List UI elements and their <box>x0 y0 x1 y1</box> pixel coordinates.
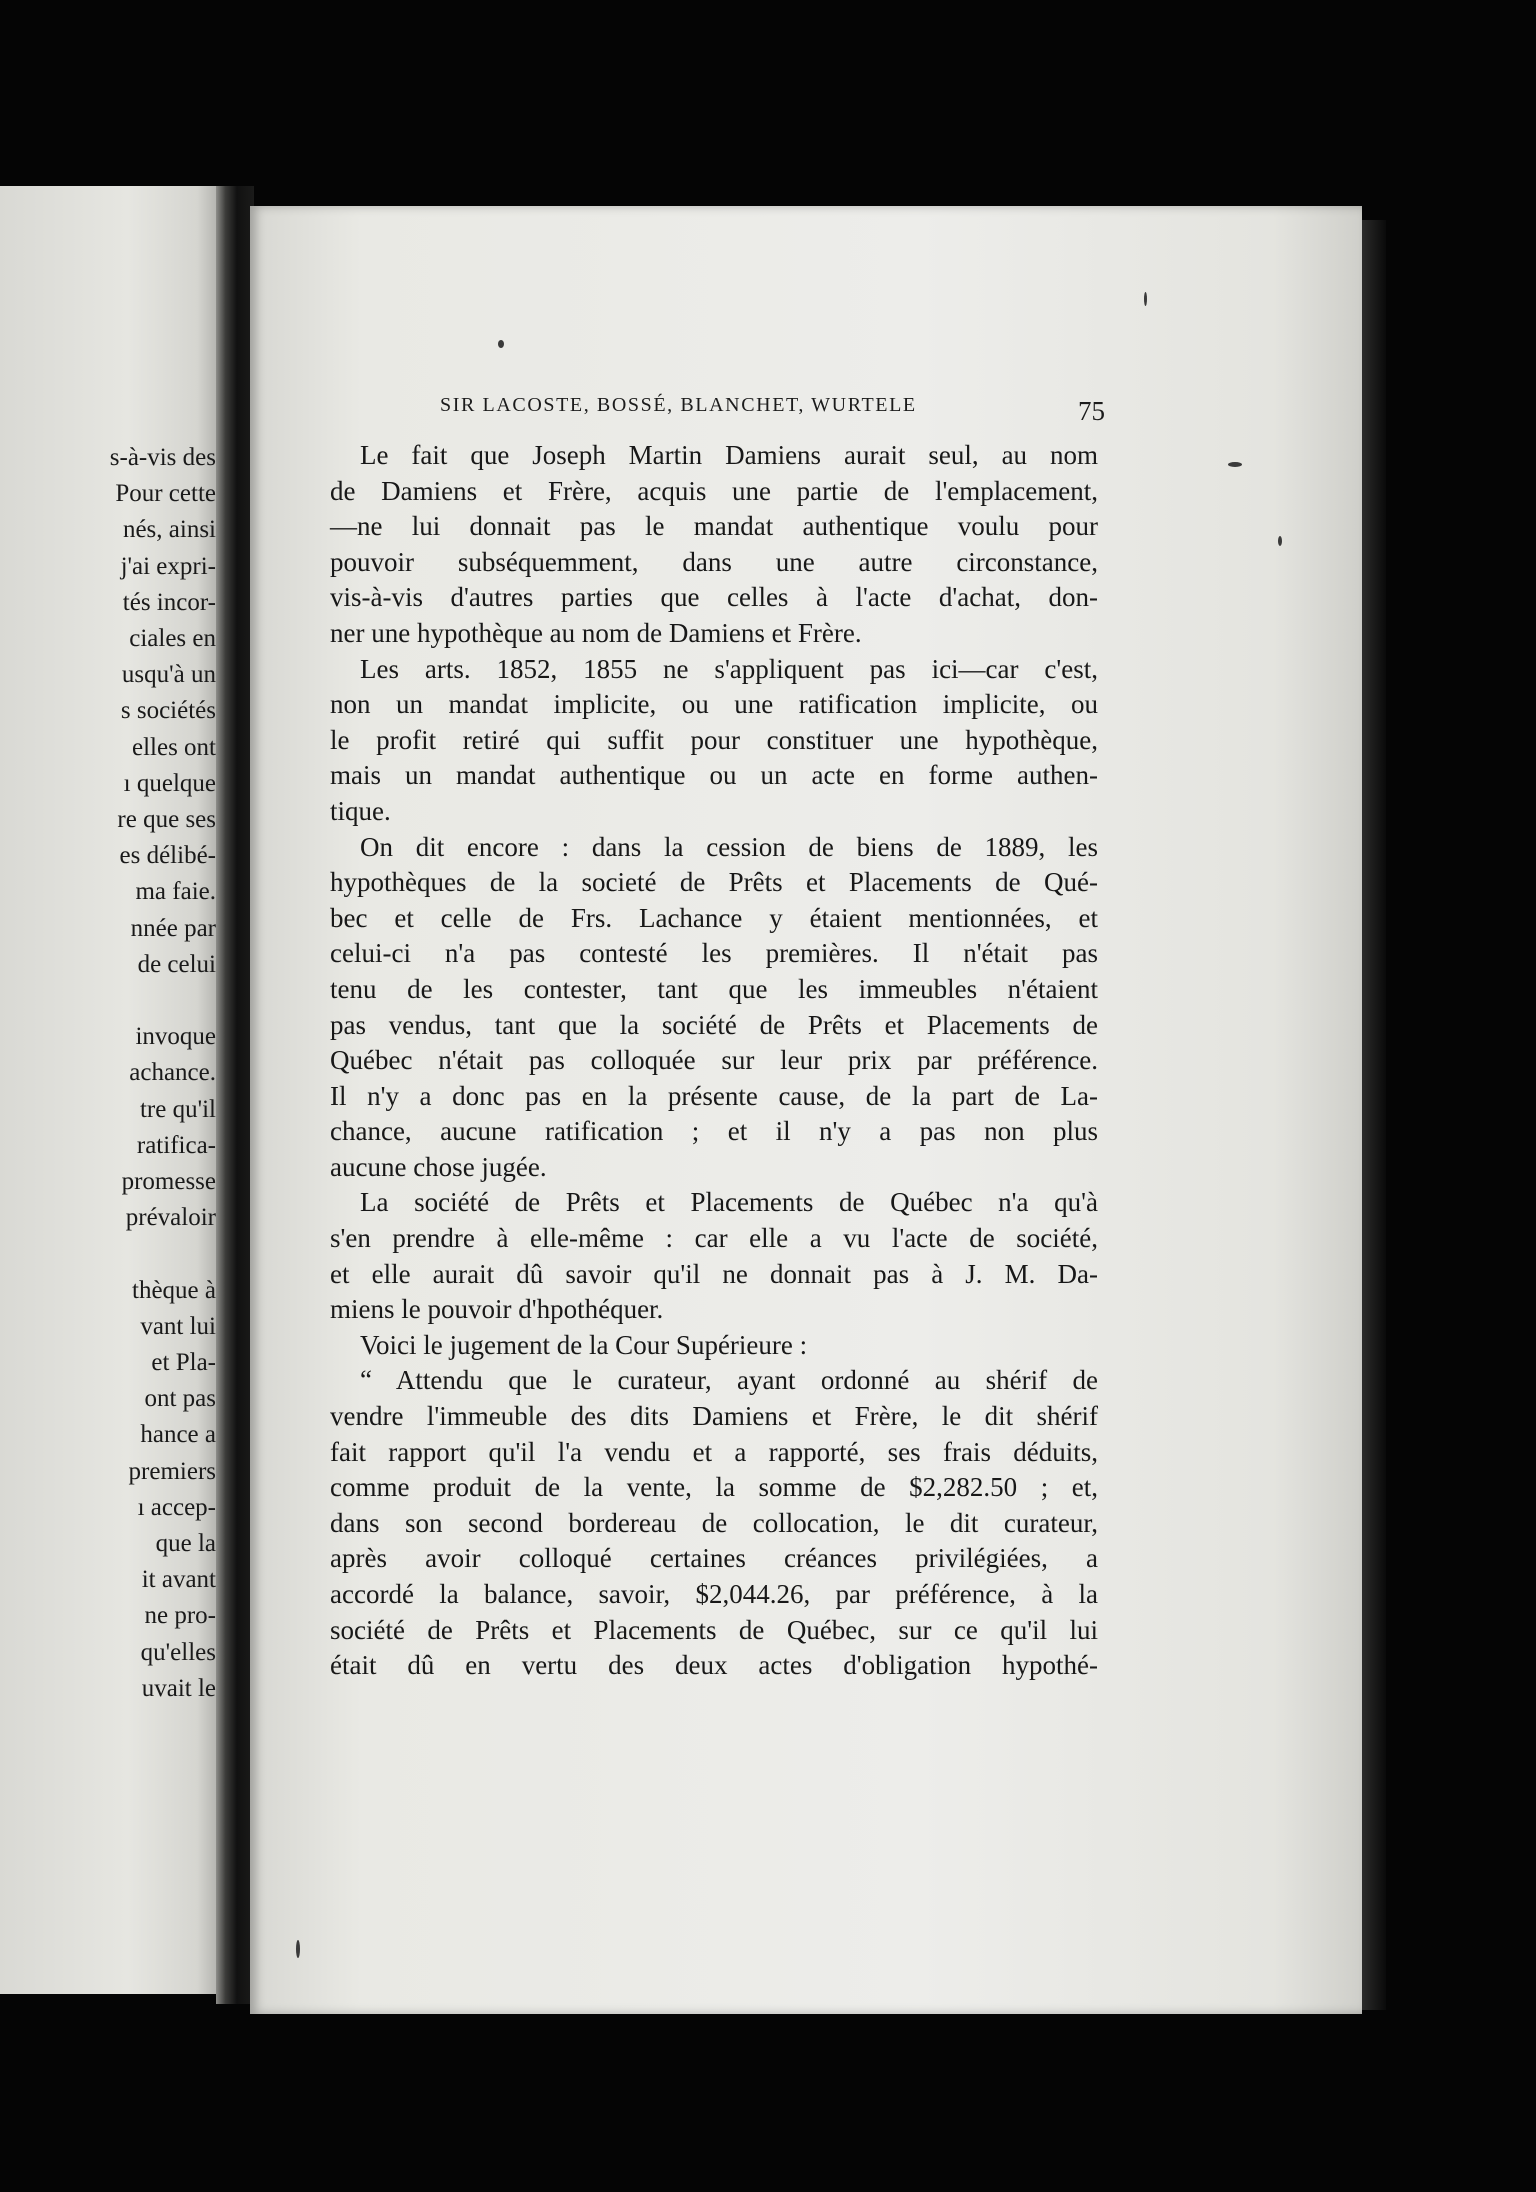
left-page-line: ciales en <box>129 625 216 652</box>
body-line: de Damiens et Frère, acquis une partie de l'emplacement, <box>330 475 1098 506</box>
left-page-line: it avant <box>141 1566 216 1594</box>
body-line: aucune chose jugée. <box>330 1151 547 1182</box>
left-page-line: promesse <box>121 1168 216 1195</box>
body-line: non un mandat implicite, ou une ratification implicite, ou <box>330 689 1098 720</box>
left-page-line: j'ai expri- <box>120 552 216 580</box>
body-line: le profit retiré qui suffit pour constituer une hypothèque, <box>330 724 1098 755</box>
scan-speck <box>1228 462 1242 467</box>
left-page-line: ı quelque <box>123 769 216 797</box>
body-line: dans son second bordereau de collocation, le dit curateur, <box>330 1507 1098 1538</box>
body-line: miens le pouvoir d'hpothéquer. <box>330 1294 664 1325</box>
scan-speck <box>498 340 504 348</box>
page-edge-shadow <box>1362 220 1386 2010</box>
body-line: “ Attendu que le curateur, ayant ordonné au shérif de <box>360 1365 1098 1396</box>
scan-speck <box>296 1940 300 1958</box>
body-line: On dit encore : dans la cession de biens de 1889, les <box>360 831 1098 862</box>
left-page-line: premiers <box>128 1457 216 1485</box>
left-page-line: usqu'à un <box>121 661 216 689</box>
left-page-line: tés incor- <box>122 588 216 616</box>
left-page-line: s sociétés <box>120 697 216 725</box>
body-line: La société de Prêts et Placements de Québec n'a qu'à <box>360 1187 1098 1218</box>
book-gutter <box>216 186 254 2004</box>
left-page-line: es délibé- <box>119 842 216 870</box>
left-page-line: prévaloir <box>125 1204 216 1232</box>
body-line: société de Prêts et Placements de Québec, sur ce qu'il lui <box>330 1614 1098 1645</box>
body-line: comme produit de la vente, la somme de $2,282.50 ; et, <box>330 1472 1098 1503</box>
left-page-line: ont pas <box>144 1385 216 1413</box>
left-page-line: nnée par <box>130 914 216 942</box>
page-number: 75 <box>1078 396 1105 426</box>
scan-speck <box>1144 292 1147 306</box>
body-line: et elle aurait dû savoir qu'il ne donnait pas à J. M. Da- <box>330 1258 1098 1289</box>
body-line: Les arts. 1852, 1855 ne s'appliquent pas ici—car c'est, <box>360 653 1098 684</box>
left-page-line: nés, ainsi <box>122 516 216 544</box>
scan-speck <box>1278 536 1282 546</box>
left-page-line: Pour cette <box>115 480 216 508</box>
left-page-line: uvait le <box>141 1674 216 1702</box>
left-page-line: vant lui <box>140 1312 216 1340</box>
body-line: —ne lui donnait pas le mandat authentique voulu pour <box>330 511 1098 542</box>
left-page-line: achance. <box>129 1059 216 1087</box>
left-page-line: que la <box>155 1530 216 1557</box>
body-line: chance, aucune ratification ; et il n'y a pas non plus <box>330 1116 1098 1147</box>
body-line: Québec n'était pas colloquée sur leur prix par préférence. <box>330 1045 1098 1076</box>
left-page-line: ratifica- <box>136 1131 216 1159</box>
body-line: celui-ci n'a pas contesté les premières. Il n'était pas <box>330 938 1098 969</box>
body-line: fait rapport qu'il l'a vendu et a rapporté, ses frais déduits, <box>330 1436 1098 1467</box>
body-line: tenu de les contester, tant que les immeubles n'étaient <box>330 973 1098 1004</box>
body-line: après avoir colloqué certaines créances privilégiées, a <box>330 1543 1098 1574</box>
running-head: SIR LACOSTE, BOSSÉ, BLANCHET, WURTELE <box>440 394 917 416</box>
left-page-line: invoque <box>135 1023 216 1051</box>
body-line: mais un mandat authentique ou un acte en forme authen- <box>330 760 1098 791</box>
body-line: Il n'y a donc pas en la présente cause, de la part de La- <box>330 1080 1098 1111</box>
body-line: Voici le jugement de la Cour Supérieure : <box>360 1329 808 1360</box>
body-line: Le fait que Joseph Martin Damiens aurait seul, au nom <box>360 440 1098 470</box>
body-line: s'en prendre à elle-même : car elle a vu l'acte de société, <box>330 1223 1098 1254</box>
left-page-line: qu'elles <box>140 1638 216 1666</box>
left-page-line: re que ses <box>117 806 216 833</box>
body-line: pas vendus, tant que la société de Prêts et Placements de <box>330 1009 1098 1040</box>
left-facing-page <box>0 186 232 1994</box>
body-line: accordé la balance, savoir, $2,044.26, par préférence, à la <box>330 1579 1098 1609</box>
left-page-line: ı accep- <box>137 1493 216 1521</box>
body-line: bec et celle de Frs. Lachance y étaient mentionnées, et <box>330 902 1098 933</box>
body-text <box>330 438 1098 1684</box>
left-page-line: de celui <box>137 950 216 978</box>
left-page-line: tre qu'il <box>139 1095 216 1123</box>
left-page-line: ma faie. <box>135 878 216 906</box>
body-line: tique. <box>330 795 391 826</box>
left-page-line: et Pla- <box>151 1349 216 1376</box>
body-line: vis-à-vis d'autres parties que celles à l'acte d'achat, don- <box>330 582 1098 613</box>
left-page-line: ne pro- <box>144 1602 216 1630</box>
left-page-line: hance a <box>140 1421 216 1449</box>
left-page-line: thèque à <box>132 1276 216 1304</box>
left-page-line: s-à-vis des <box>109 444 216 471</box>
body-line: vendre l'immeuble des dits Damiens et Frère, le dit shérif <box>330 1401 1098 1432</box>
body-line: pouvoir subséquemment, dans une autre circonstance, <box>330 546 1098 577</box>
body-line: était dû en vertu des deux actes d'obligation hypothé- <box>330 1650 1098 1681</box>
left-page-line: elles ont <box>131 733 216 761</box>
body-line: hypothèques de la societé de Prêts et Placements de Qué- <box>330 867 1098 898</box>
body-line: ner une hypothèque au nom de Damiens et Frère. <box>330 617 862 648</box>
